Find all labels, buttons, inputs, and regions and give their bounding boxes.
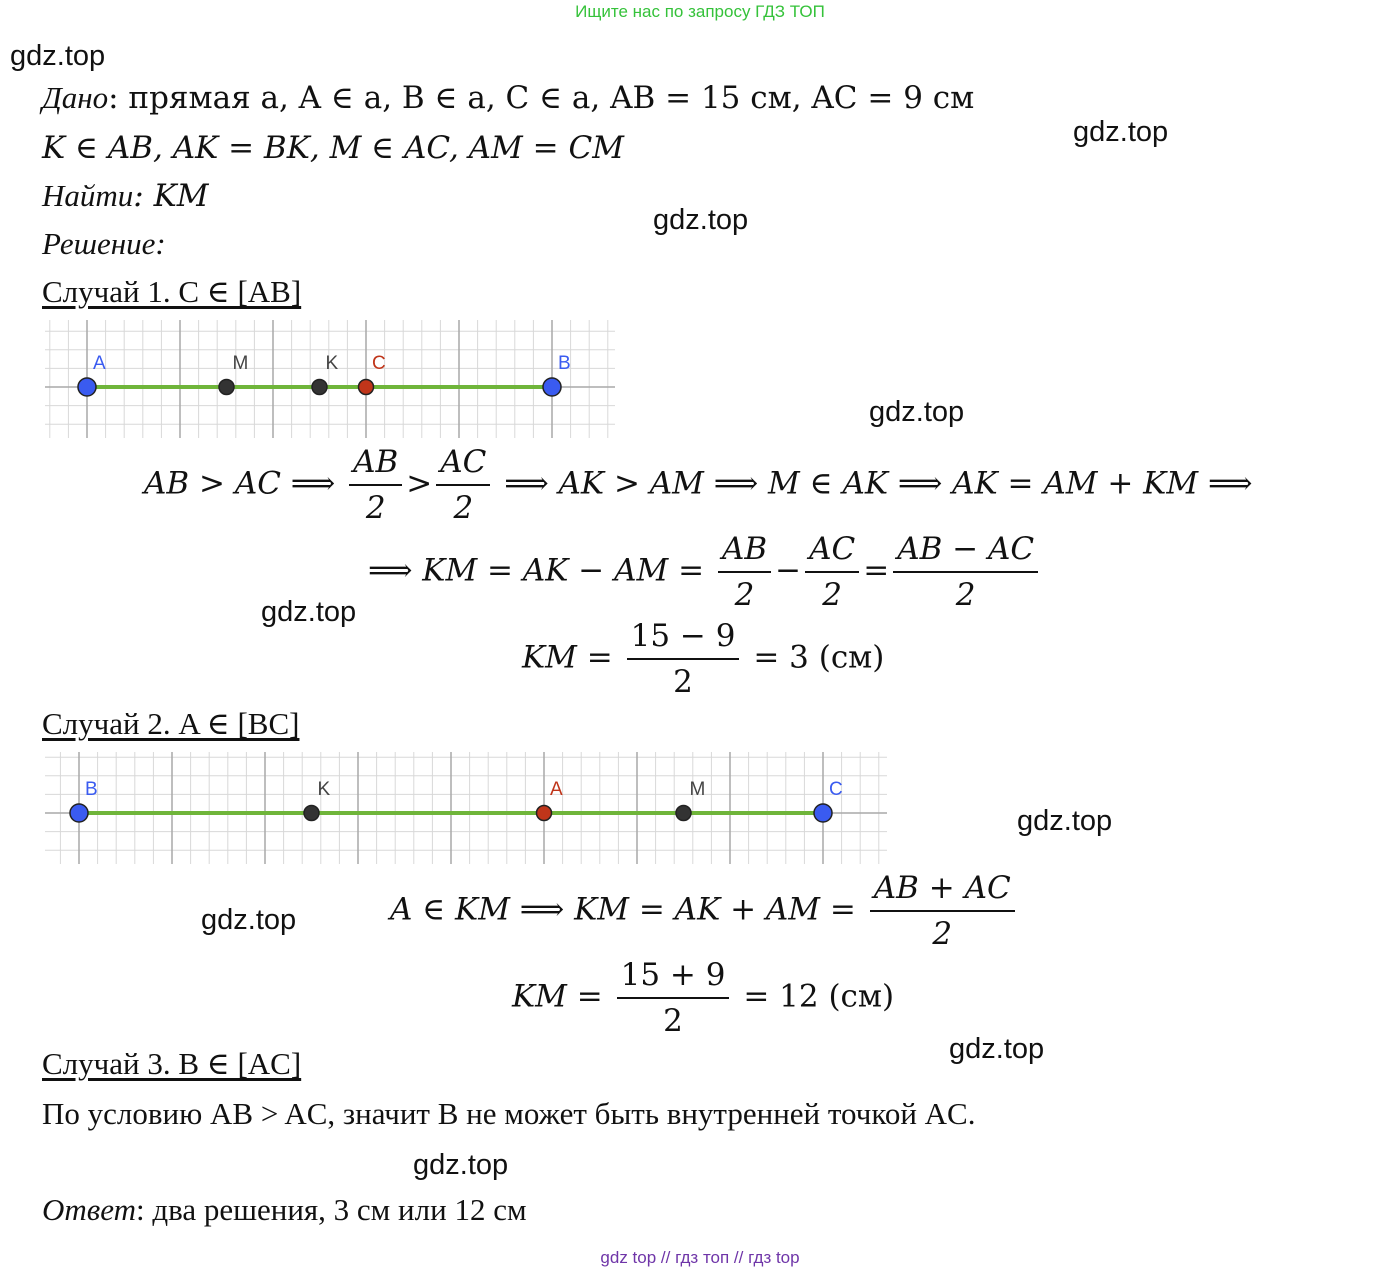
fraction: [893, 527, 1038, 617]
case1-line-2: [368, 527, 1042, 617]
watermark: gdz.top: [869, 396, 965, 428]
watermark: gdz.top: [653, 204, 749, 236]
top-search-note: Ищите нас по запросу ГДЗ ТОП: [575, 2, 825, 21]
fraction-numerator: AB + AC: [870, 866, 1015, 912]
point-b: [543, 378, 561, 396]
solution-label: Решение:: [42, 226, 166, 261]
find-value: : KM: [133, 178, 209, 214]
point-m: [219, 380, 234, 395]
case1-line-1-start: AB > AC ⟹: [144, 465, 336, 502]
fraction-numerator: 15 − 9: [627, 614, 740, 660]
fraction-denominator: 2: [932, 916, 953, 952]
point-label-c: C: [372, 353, 386, 374]
point-label-m: M: [232, 353, 249, 374]
point-label-m: M: [689, 779, 706, 800]
point-label-b: B: [85, 779, 98, 800]
point-c: [359, 380, 374, 395]
point-b: [70, 804, 88, 822]
case1-result: = 3 (см): [753, 639, 885, 676]
fraction: [870, 866, 1015, 956]
case2-line-1-start: A ∈ KM ⟹ KM = AK + AM =: [390, 891, 856, 928]
watermark: gdz.top: [201, 904, 297, 936]
point-label-k: K: [325, 353, 339, 374]
point-a: [537, 806, 552, 821]
case2-title: Случай 2. A ∈ [BC]: [42, 706, 300, 741]
case2-line-2-start: KM =: [512, 978, 603, 1015]
fraction-numerator: AB: [349, 440, 402, 486]
case1-line-1: [144, 440, 1252, 530]
point-c: [814, 804, 832, 822]
fraction-denominator: 2: [955, 577, 976, 613]
fraction: [349, 440, 402, 530]
fraction-numerator: 15 + 9: [617, 953, 730, 999]
given-line-2: K ∈ AB, AK = BK, M ∈ AC, AM = CM: [42, 130, 624, 166]
case1-diagram: [45, 320, 615, 438]
case2-line-2: [512, 953, 894, 1043]
fraction-numerator: AC: [436, 440, 490, 486]
fraction-denominator: 2: [453, 490, 474, 526]
fraction-denominator: 2: [365, 490, 386, 526]
watermark: gdz.top: [261, 596, 357, 628]
point-label-b: B: [558, 353, 571, 374]
fraction-numerator: AB − AC: [893, 527, 1038, 573]
footer-links: gdz top // гдз топ // гдз top: [600, 1248, 800, 1267]
point-a: [78, 378, 96, 396]
fraction-numerator: AB: [718, 527, 771, 573]
case1-line-2-start: ⟹ KM = AK − AM =: [368, 552, 705, 589]
fraction: [718, 527, 771, 617]
find-label: Найти: [42, 178, 134, 213]
fraction-denominator: 2: [822, 577, 843, 613]
operator: =: [863, 552, 890, 589]
case2-diagram: [45, 752, 887, 864]
case1-line-3: [522, 614, 884, 704]
watermark: gdz.top: [10, 40, 106, 72]
fraction: [805, 527, 859, 617]
point-m: [676, 806, 691, 821]
given-label: Дано: [42, 80, 109, 115]
fraction-denominator: 2: [663, 1003, 683, 1039]
fraction-denominator: 2: [673, 664, 693, 700]
watermark: gdz.top: [949, 1033, 1045, 1065]
given-text-1: : прямая a, A ∈ a, B ∈ a, C ∈ a, AB = 15 см, AC = 9 см: [108, 80, 975, 116]
answer-label: Ответ: [42, 1192, 136, 1227]
point-k: [304, 806, 319, 821]
fraction-numerator: AC: [805, 527, 859, 573]
watermark: gdz.top: [413, 1149, 509, 1181]
watermark: gdz.top: [1073, 116, 1169, 148]
case1-title: Случай 1. C ∈ [AB]: [42, 274, 302, 309]
fraction: [617, 953, 730, 1043]
operator: −: [775, 552, 802, 589]
fraction: [436, 440, 490, 530]
point-label-k: K: [317, 779, 331, 800]
case3-text: По условию AB > AC, значит B не может быть внутренней точкой AC.: [42, 1096, 976, 1131]
answer-line: [42, 1192, 527, 1228]
case2-result: = 12 (см): [743, 978, 895, 1015]
point-label-a: A: [550, 779, 563, 800]
fraction: [627, 614, 740, 704]
fraction-denominator: 2: [734, 577, 755, 613]
case1-line-1-end: ⟹ AK > AM ⟹ M ∈ AK ⟹ AK = AM + KM ⟹: [504, 465, 1253, 502]
find-line: [42, 178, 208, 214]
given-line-1: [42, 80, 974, 116]
point-label-a: A: [93, 353, 106, 374]
watermark: gdz.top: [1017, 805, 1113, 837]
case1-line-3-start: KM =: [522, 639, 613, 676]
operator: >: [406, 465, 433, 502]
case3-title: Случай 3. B ∈ [AC]: [42, 1046, 302, 1081]
answer-value: : два решения, 3 см или 12 см: [135, 1192, 527, 1227]
point-k: [312, 380, 327, 395]
case2-line-1: [390, 866, 1019, 956]
point-label-c: C: [829, 779, 843, 800]
